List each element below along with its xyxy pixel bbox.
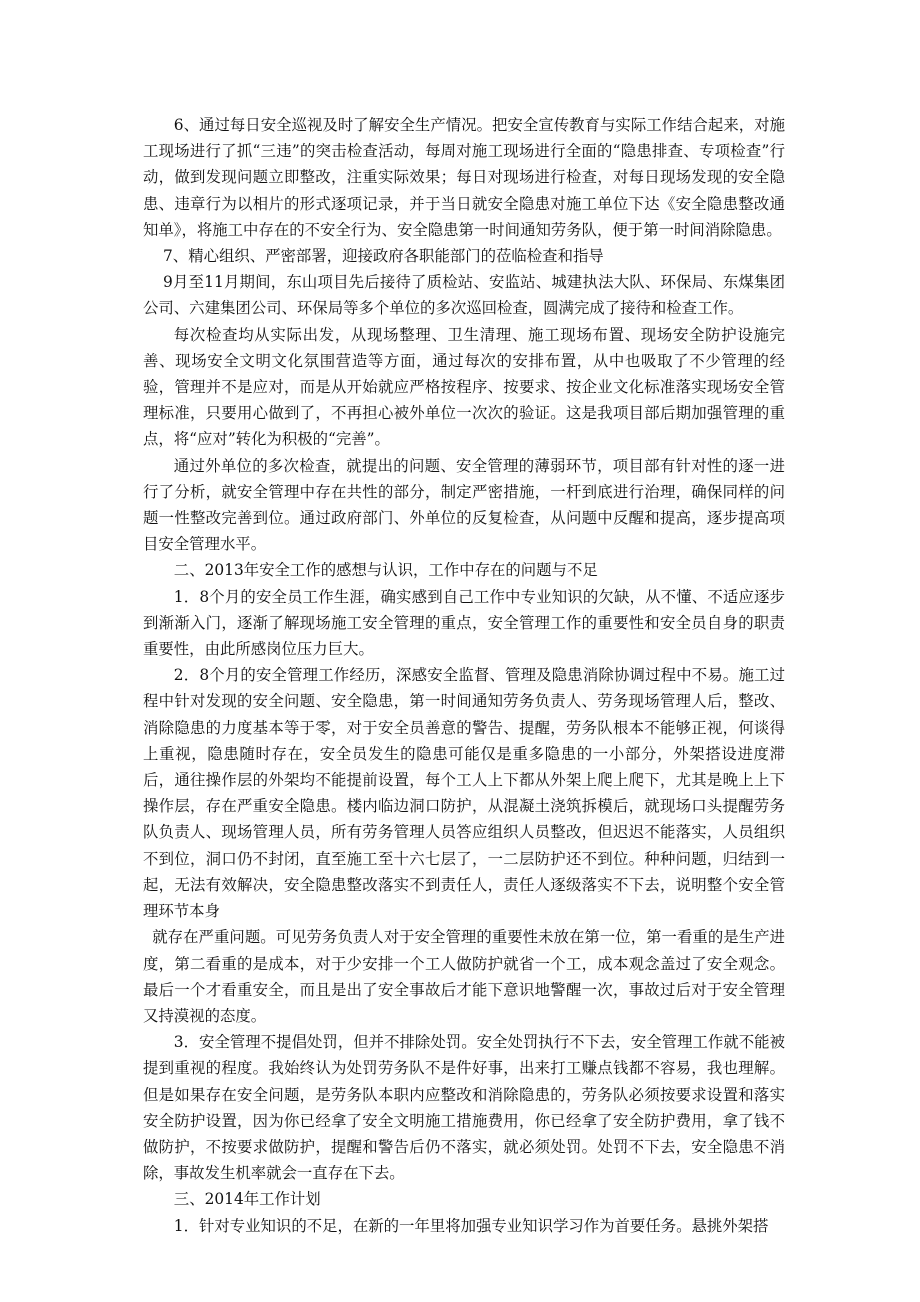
section-heading-2014: 三、2014年工作计划 — [173, 1190, 321, 1209]
paragraph-plan-1: 1．针对专业知识的不足，在新的一年里将加强专业知识学习作为首要任务。悬挑外架搭 — [173, 1216, 769, 1235]
paragraph-point-2: 2．8个月的安全管理工作经历，深感安全监督、管理及隐患消除协调过程中不易。施工过程中针对发现的安全问题、安全隐患，第一时间通知劳务负责人、劳务现场管理人后，整改、消除隐患的力度基本等于零，对于安全员善意的警告、提醒，劳务队根本不能够正视，何谈得上重视，隐患随时存在，安全员发生的隐患可能仅是重多隐患的一小部分，外架搭设进度滞后，通往操作层的外架均不能提前设置，每个工人上下都从外架上爬上爬下，尤其是晚上上下操作层，存在严重安全隐患。楼内临边洞口防护，从混凝土浇筑拆模后，就现场口头提醒劳务队负责人、现场管理人员，所有劳务管理人员答应组织人员整改，但迟迟不能落实，人员组织不到位，洞口仍不封闭，直至施工至十六七层了，一二层防护还不到位。种种问题，归结到一起，无法有效解决，安全隐患整改落实不到责任人，责任人逐级落实不下去，说明整个安全管理环节本身 — [143, 666, 785, 921]
document-body — [143, 112, 785, 1239]
paragraph-point-3: 3．安全管理不提倡处罚，但并不排除处罚。安全处罚执行不下去，安全管理工作就不能被提到重视的程度。我始终认为处罚劳务队不是件好事，出来打工赚点钱都不容易，我也理解。但是如果存在安全问题，是劳务队本职内应整改和消除隐患的，劳务队必须按要求设置和落实安全防护设置，因为你已经拿了安全文明施工措施费用，你已经拿了安全防护费用，拿了钱不做防护，不按要求做防护，提醒和警告后仍不落实，就必须处罚。处罚不下去，安全隐患不消除，事故发生机率就会一直存在下去。 — [143, 1033, 785, 1183]
section-heading-2013: 二、2013年安全工作的感想与认识，工作中存在的问题与不足 — [173, 561, 598, 580]
paragraph-each-inspection: 每次检查均从实际出发，从现场整理、卫生清理、施工现场布置、现场安全防护设施完善、现场安全文明文化氛围营造等方面，通过每次的安排布置，从中也吸取了不少管理的经验，管理并不是应对，而是从开始就应严格按程序、按要求、按企业文化标准落实现场安全管理标准，只要用心做到了，不再担心被外单位一次次的验证。这是我项目部后期加强管理的重点，将“应对”转化为积极的“完善”。 — [143, 325, 785, 449]
paragraph-external-inspections: 通过外单位的多次检查，就提出的问题、安全管理的薄弱环节，项目部有针对性的逐一进行了分析，就安全管理中存在共性的部分，制定严密措施，一杆到底进行治理，确保同样的问题一性整改完善到位。通过政府部门、外单位的反复检查，从问题中反醒和提高，逐步提高项目安全管理水平。 — [143, 456, 785, 554]
paragraph-point-1: 1．8个月的安全员工作生涯，确实感到自己工作中专业知识的欠缺，从不懂、不适应逐步到渐渐入门，逐渐了解现场施工安全管理的重点，安全管理工作的重要性和安全员自身的职责重要性，由此所感岗位压力巨大。 — [143, 587, 785, 659]
paragraph-point-2-continued: 就存在严重问题。可见劳务负责人对于安全管理的重要性未放在第一位，第一看重的是生产进度，第二看重的是成本，对于少安排一个工人做防护就省一个工，成本观念盖过了安全观念。最后一个才看重安全，而且是出了安全事故后才能下意识地警醒一次，事故过后对于安全管理又持漠视的态度。 — [143, 928, 785, 1025]
paragraph-item-6: 6、通过每日安全巡视及时了解安全生产情况。把安全宣传教育与实际工作结合起来，对施工现场进行了抓“三违”的突击检查活动，每周对施工现场进行全面的“隐患排查、专项检查”行动，做到发现问题立即整改，注重实际效果；每日对现场进行检查，对每日现场发现的安全隐患、违章行为以相片的形式逐项记录，并于当日就安全隐患对施工单位下达《安全隐患整改通知单》，将施工中存在的不安全行为、安全隐患第一时间通知劳务队，便于第一时间消除隐患。 — [143, 116, 785, 239]
paragraph-inspection-period: 9月至11月期间，东山项目先后接待了质检站、安监站、城建执法大队、环保局、东煤集团公司、六建集团公司、环保局等多个单位的多次巡回检查，圆满完成了接待和检查工作。 — [143, 273, 785, 318]
paragraph-item-7-heading: 7、精心组织、严密部署，迎接政府各职能部门的莅临检查和指导 — [163, 247, 604, 266]
